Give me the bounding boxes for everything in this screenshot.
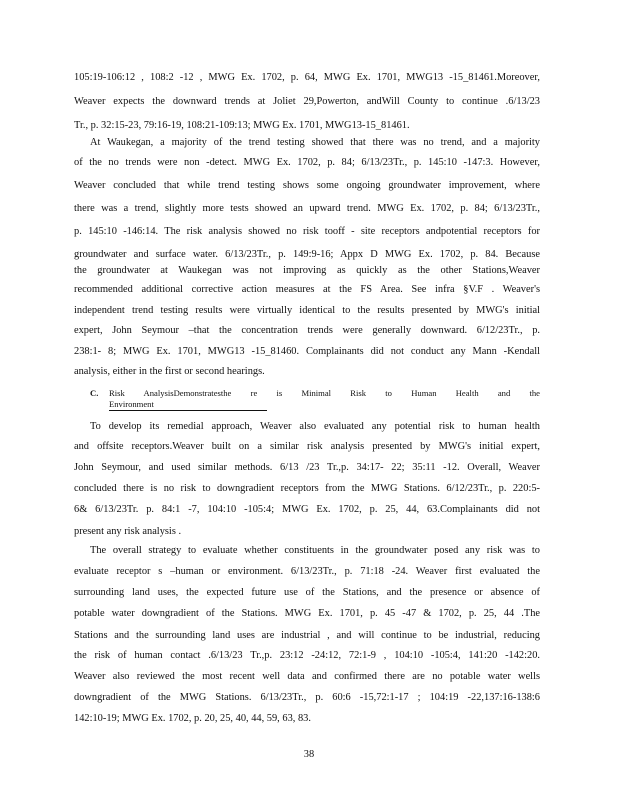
text-line: present any risk analysis . bbox=[74, 526, 182, 537]
text-line: 6& 6/13/23Tr. p. 84:1 -7, 104:10 -105:4; MWG Ex. 1702, p. 25, 44, 63.Complainants did not bbox=[74, 504, 540, 515]
text-line: 238:1- 8; MWG Ex. 1701, MWG13 -15_81460. Complainants did not conduct any Mann -Kendall bbox=[74, 346, 540, 357]
text-line: Stations and the surrounding land uses are industrial , and will continue to be industrial, reducing bbox=[74, 630, 540, 641]
text-line: recommended additional corrective action measures at the FS Area. See infra §V.F . Weaver's bbox=[74, 284, 540, 295]
text-line: evaluate receptor s –human or environment. 6/13/23Tr., p. 71:18 -24. Weaver first evaluated the bbox=[74, 566, 540, 577]
text-line: Weaver expects the downward trends at Joliet 29,Powerton, andWill County to continue .6/13/23 bbox=[74, 96, 540, 107]
text-line: groundwater and surface water. 6/13/23Tr., p. 149:9-16; Appx D MWG Ex. 1702, p. 84. Because bbox=[74, 249, 540, 260]
text-line: surrounding land uses, the expected future use of the Stations, and the presence or absence of bbox=[74, 587, 540, 598]
text-line: potable water downgradient of the Stations. MWG Ex. 1701, p. 45 -47 & 1702, p. 25, 44 .The bbox=[74, 608, 540, 619]
text-line: concluded there is no risk to downgradient receptors from the MWG Stations. 6/12/23Tr., p. 220:5- bbox=[74, 483, 540, 494]
text-line: Weaver concluded that while trend testing shows some ongoing groundwater improvement, where bbox=[74, 180, 540, 191]
paragraph-first-line: At Waukegan, a majority of the trend testing showed that there was no trend, and a majority bbox=[90, 137, 540, 148]
heading-underline bbox=[109, 410, 267, 411]
text-line: Weaver also reviewed the most recent well data and confirmed there are no potable water wells bbox=[74, 671, 540, 682]
text-line: independent trend testing results were virtually identical to the results presented by MWG's initial bbox=[74, 305, 540, 316]
text-line: the risk of human contact .6/13/23 Tr.,p. 23:12 -24:12, 72:1-9 , 104:10 -105:4, 141:20 -142:20. bbox=[74, 650, 540, 661]
page-number: 38 bbox=[303, 749, 315, 760]
text-line: and offsite receptors.Weaver built on a similar risk analysis presented by MWG's initial expert, bbox=[74, 441, 540, 452]
text-line: analysis, either in the first or second hearings. bbox=[74, 366, 265, 377]
text-line: of the no trends were non -detect. MWG Ex. 1702, p. 84; 6/13/23Tr., p. 145:10 -147:3. However, bbox=[74, 157, 540, 168]
text-line: 105:19-106:12 , 108:2 -12 , MWG Ex. 1702, p. 64, MWG Ex. 1701, MWG13 -15_81461.Moreover, bbox=[74, 72, 540, 83]
text-line: p. 145:10 -146:14. The risk analysis showed no risk tooff - site receptors andpotential receptors for bbox=[74, 226, 540, 237]
text-line: 142:10-19; MWG Ex. 1702, p. 20, 25, 40, 44, 59, 63, 83. bbox=[74, 713, 311, 724]
section-heading-line1: Risk AnalysisDemonstratesthe re is Minimal Risk to Human Health and the bbox=[109, 388, 540, 398]
paragraph-first-line: The overall strategy to evaluate whether constituents in the groundwater posed any risk was to bbox=[90, 545, 540, 556]
text-line: there was a trend, slightly more tests showed an upward trend. MWG Ex. 1702, p. 84; 6/13/23Tr., bbox=[74, 203, 540, 214]
text-line: the groundwater at Waukegan was not improving as quickly as the other Stations,Weaver bbox=[74, 265, 540, 276]
text-line: downgradient of the MWG Stations. 6/13/23Tr., p. 60:6 -15,72:1-17 ; 104:19 -22,137:16-138:6 bbox=[74, 692, 540, 703]
text-line: expert, John Seymour –that the concentration trends were generally downward. 6/12/23Tr., p. bbox=[74, 325, 540, 336]
paragraph-first-line: To develop its remedial approach, Weaver also evaluated any potential risk to human health bbox=[90, 421, 540, 432]
text-line: John Seymour, and used similar methods. 6/13 /23 Tr.,p. 34:17- 22; 35:11 -12. Overall, Weaver bbox=[74, 462, 540, 473]
section-heading-line2: Environment bbox=[109, 399, 154, 409]
text-line: Tr., p. 32:15-23, 79:16-19, 108:21-109:13; MWG Ex. 1701, MWG13-15_81461. bbox=[74, 120, 410, 131]
section-letter: C. bbox=[90, 388, 99, 398]
